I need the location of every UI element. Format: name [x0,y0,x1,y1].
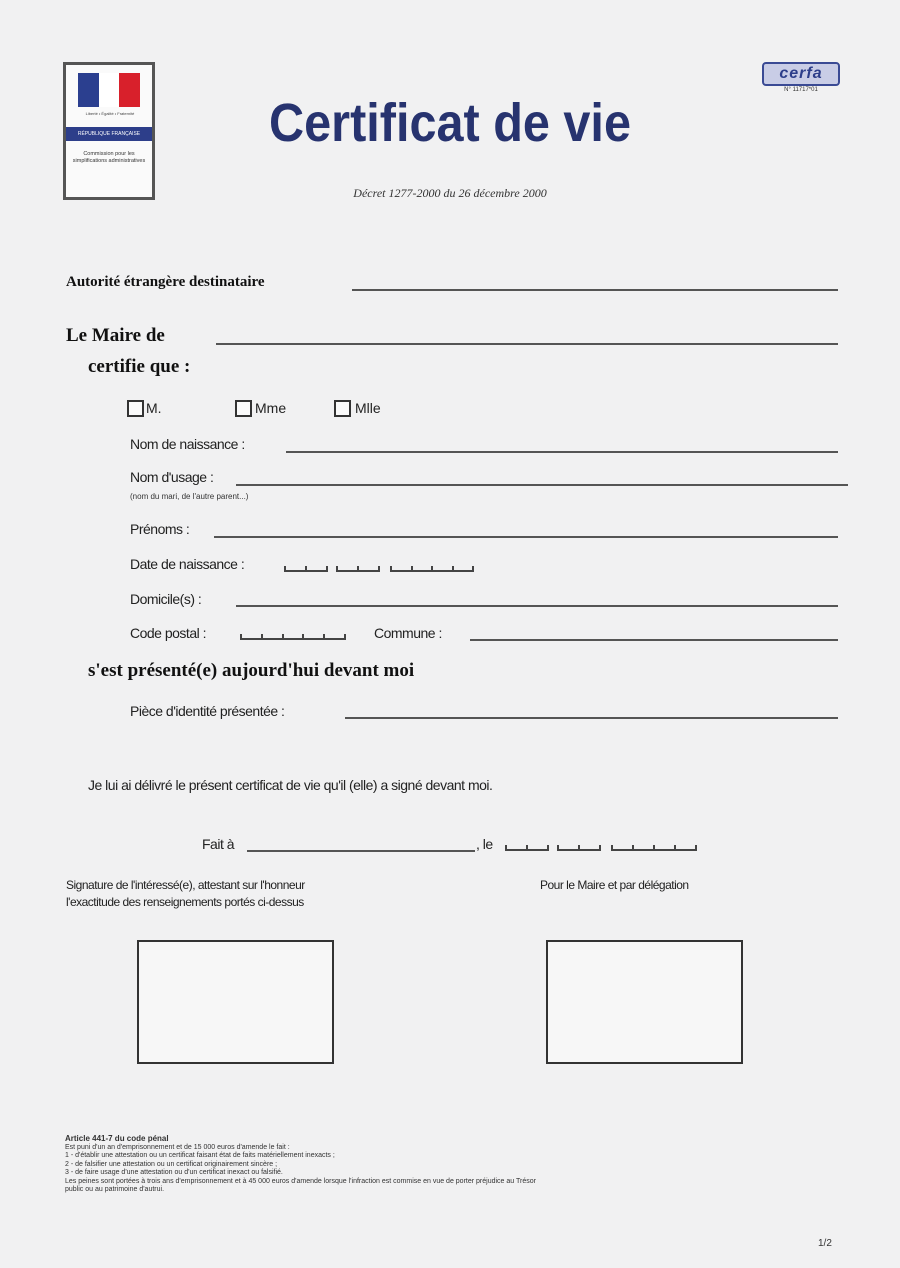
checkbox-mlle-label: Mlle [355,400,381,416]
signature-left-line1: Signature de l'intéressé(e), attestant sur l'honneur [66,878,305,892]
usage-name-hint: (nom du mari, de l'autre parent...) [130,492,249,501]
checkbox-m[interactable] [127,400,144,417]
done-at-field[interactable] [247,850,475,852]
penal-line: Est puni d'un an d'emprisonnement et de 15 000 euros d'amende le fait : [65,1143,290,1151]
mayor-field[interactable] [216,343,838,345]
page-title: Certificat de vie [269,93,631,153]
signature-right-label: Pour le Maire et par délégation [540,878,689,892]
first-names-label: Prénoms : [130,521,190,537]
mayor-label: Le Maire de [66,325,165,346]
first-names-field[interactable] [214,536,838,538]
logo-motto: Liberté • Égalité • Fraternité [85,111,135,116]
penal-line: 3 - de faire usage d'une attestation ou d'un certificat inexact ou falsifié. [65,1169,283,1176]
signature-left-line2: l'exactitude des renseignements portés ci-dessus [66,895,304,909]
cerfa-label: cerfa [762,62,840,86]
page-number: 1/2 [818,1238,832,1249]
penal-code-notice [65,1135,845,1195]
penal-line: 2 - de falsifier une attestation ou un certificat originairement sincère ; [65,1160,278,1168]
birth-date-year[interactable] [390,566,474,572]
done-at-label: Fait à [202,836,235,852]
decree-reference: Décret 1277-2000 du 26 décembre 2000 [353,186,547,200]
signature-box-mayor[interactable] [546,940,743,1064]
presented-label: s'est présenté(e) aujourd'hui devant moi [88,660,415,681]
done-on-month[interactable] [557,845,601,851]
penal-line: public ou au patrimoine d'autrui. [65,1186,165,1193]
done-on-day[interactable] [505,845,549,851]
checkbox-mme[interactable] [235,400,252,417]
penal-line: 1 - d'établir une attestation ou un certificat faisant état de faits matériellement inexacts ; [65,1152,335,1159]
checkbox-mlle[interactable] [334,400,351,417]
commune-label: Commune : [374,625,442,641]
signature-box-applicant[interactable] [137,940,334,1064]
statement-text: Je lui ai délivré le présent certificat de vie qu'il (elle) a signé devant moi. [88,777,493,793]
cerfa-logo [762,62,840,94]
checkbox-m-label: M. [146,400,162,416]
postal-code-label: Code postal : [130,625,206,641]
id-document-label: Pièce d'identité présentée : [130,703,285,719]
authority-label: Autorité étrangère destinataire [66,274,265,290]
done-on-year[interactable] [611,845,697,851]
birth-date-month[interactable] [336,566,380,572]
id-document-field[interactable] [345,717,838,719]
usage-name-field[interactable] [236,484,848,486]
done-on-label: , le [476,836,493,852]
checkbox-mme-label: Mme [255,400,287,416]
birth-name-label: Nom de naissance : [130,436,245,452]
commune-field[interactable] [470,639,838,641]
logo-band: RÉPUBLIQUE FRANÇAISE [66,127,152,141]
birth-name-field[interactable] [286,451,838,453]
birth-date-label: Date de naissance : [130,556,245,572]
logo-ministry: Commission pour les simplifications administratives [72,151,146,164]
penal-code-article: Article 441-7 du code pénal [65,1134,169,1143]
cerfa-number: N° 11717*01 [784,87,818,93]
certifies-label: certifie que : [88,356,191,377]
usage-name-label: Nom d'usage : [130,469,214,485]
address-label: Domicile(s) : [130,591,202,607]
penal-line: Les peines sont portées à trois ans d'emprisonnement et à 45 000 euros d'amende lorsque l'infraction est commise en vue de porter préjudice au Trésor [65,1177,536,1185]
birth-date-day[interactable] [284,566,328,572]
address-field[interactable] [236,605,838,607]
authority-field[interactable] [352,289,838,291]
postal-code-field[interactable] [240,634,346,640]
